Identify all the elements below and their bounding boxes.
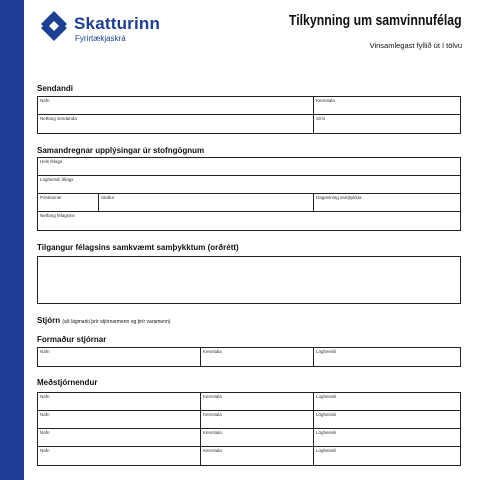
member-name-field[interactable] bbox=[38, 411, 200, 428]
field-label: Kennitala bbox=[203, 448, 222, 453]
field-label: Dagsetning samþykkta bbox=[316, 195, 362, 200]
field-label: Lögheimili bbox=[316, 349, 337, 354]
field-label: Heiti félags bbox=[40, 159, 63, 164]
table-row bbox=[38, 411, 460, 429]
field-label: Kennitala bbox=[203, 430, 222, 435]
brand-name: Skatturinn bbox=[74, 14, 161, 33]
member-address-field[interactable] bbox=[313, 411, 460, 428]
field-label: Staður bbox=[101, 195, 115, 200]
page-subtitle: Vinsamlegast fyllið út í tölvu bbox=[369, 41, 462, 50]
chair-table bbox=[37, 347, 461, 367]
field-label: Lögheimili bbox=[316, 412, 337, 417]
member-address-field[interactable] bbox=[313, 393, 460, 410]
chair-address-field[interactable] bbox=[313, 348, 460, 366]
board-heading-text: Stjórn bbox=[37, 316, 61, 325]
table-row bbox=[38, 97, 460, 115]
field-label: Kennitala bbox=[203, 412, 222, 417]
member-name-field[interactable] bbox=[38, 429, 200, 446]
section-heading-sendandi: Sendandi bbox=[37, 84, 74, 93]
sidebar-stripe bbox=[0, 0, 24, 480]
member-kt-field[interactable] bbox=[200, 447, 313, 465]
field-label: Netfang félagsins bbox=[40, 213, 75, 218]
field-label: Sími bbox=[316, 116, 325, 121]
field-label: Lögheimili bbox=[316, 448, 337, 453]
company-name-field[interactable] bbox=[38, 158, 460, 175]
sender-phone-field[interactable] bbox=[313, 115, 460, 133]
table-row bbox=[38, 429, 460, 447]
company-address-field[interactable] bbox=[38, 176, 460, 193]
section-heading-members: Meðstjórnendur bbox=[37, 378, 98, 387]
table-row bbox=[38, 115, 460, 133]
field-label: Nafn bbox=[40, 98, 50, 103]
field-label: Nafn bbox=[40, 394, 50, 399]
general-table bbox=[37, 157, 461, 231]
field-label: Kennitala bbox=[203, 394, 222, 399]
field-label: Netfang sendanda bbox=[40, 116, 77, 121]
chair-kt-field[interactable] bbox=[200, 348, 313, 366]
table-row bbox=[38, 176, 460, 194]
field-label: Kennitala bbox=[316, 98, 335, 103]
board-note: (að lágmarki þrír stjórnarmenn og þrír varamenn) bbox=[62, 319, 171, 325]
sender-table bbox=[37, 96, 461, 134]
table-row bbox=[38, 393, 460, 411]
member-kt-field[interactable] bbox=[200, 393, 313, 410]
member-address-field[interactable] bbox=[313, 447, 460, 465]
place-field[interactable] bbox=[98, 194, 313, 211]
field-label: Nafn bbox=[40, 448, 50, 453]
field-label: Póstnúmer bbox=[40, 195, 62, 200]
chair-name-field[interactable] bbox=[38, 348, 200, 366]
purpose-textarea[interactable] bbox=[37, 256, 461, 304]
field-label: Lögheimili félags bbox=[40, 177, 74, 182]
section-heading-board bbox=[37, 316, 170, 325]
table-row bbox=[38, 212, 460, 230]
table-row bbox=[38, 194, 460, 212]
member-address-field[interactable] bbox=[313, 429, 460, 446]
member-kt-field[interactable] bbox=[200, 429, 313, 446]
field-label: Lögheimili bbox=[316, 430, 337, 435]
bylaws-date-field[interactable] bbox=[313, 194, 460, 211]
sender-kt-field[interactable] bbox=[313, 97, 460, 114]
member-kt-field[interactable] bbox=[200, 411, 313, 428]
field-label: Kennitala bbox=[203, 349, 222, 354]
company-email-field[interactable] bbox=[38, 212, 460, 230]
logo-icon bbox=[38, 10, 70, 42]
members-table bbox=[37, 392, 461, 466]
table-row bbox=[38, 447, 460, 465]
postcode-field[interactable] bbox=[38, 194, 98, 211]
table-row bbox=[38, 158, 460, 176]
member-name-field[interactable] bbox=[38, 447, 200, 465]
field-label: Nafn bbox=[40, 349, 50, 354]
field-label: Lögheimili bbox=[316, 394, 337, 399]
sender-email-field[interactable] bbox=[38, 115, 313, 133]
field-label: Nafn bbox=[40, 430, 50, 435]
brand-subtitle: Fyrirtækjaskrá bbox=[75, 34, 126, 43]
field-label: Nafn bbox=[40, 412, 50, 417]
page-title: Tilkynning um samvinnufélag bbox=[289, 12, 462, 29]
table-row bbox=[38, 348, 460, 366]
sender-name-field[interactable] bbox=[38, 97, 313, 114]
member-name-field[interactable] bbox=[38, 393, 200, 410]
section-heading-general: Samandregnar upplýsingar úr stofngögnum bbox=[37, 146, 205, 155]
section-heading-purpose: Tilgangur félagsins samkvæmt samþykktum (orðrétt) bbox=[37, 243, 239, 252]
section-heading-chair: Formaður stjórnar bbox=[37, 335, 107, 344]
logo bbox=[38, 8, 168, 44]
